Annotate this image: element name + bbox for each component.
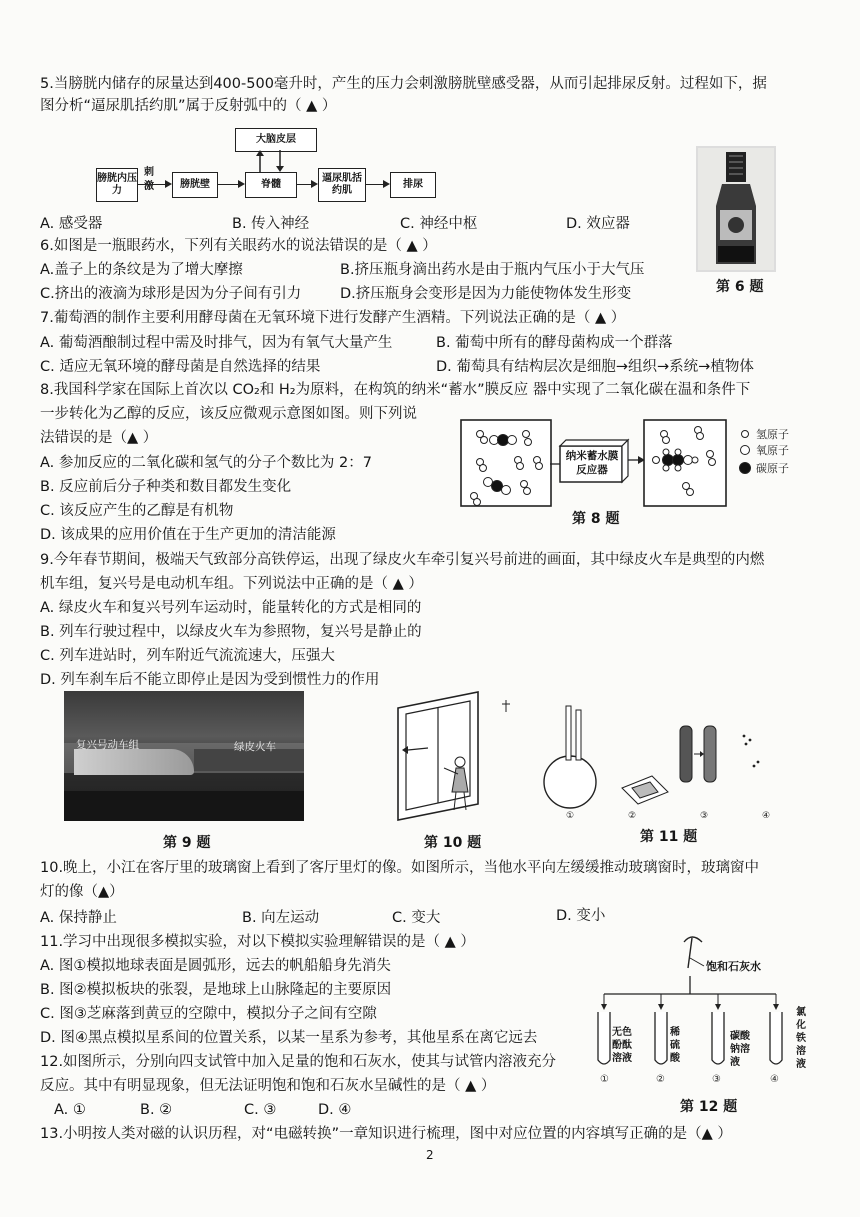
figure-num-3: ③ xyxy=(700,811,709,821)
q5-option-b: B. 传入神经 xyxy=(232,216,310,232)
arrow xyxy=(365,184,388,185)
figure-num-4: ④ xyxy=(762,811,771,821)
q11-option-c: C. 图③芝麻落到黄豆的空隙中，模拟分子之间有空隙 xyxy=(40,1006,377,1022)
q8-option-b: B. 反应前后分子种类和数目都发生变化 xyxy=(40,479,292,495)
spine-box: 脊髓 xyxy=(245,172,297,198)
q10-option-d: D. 变小 xyxy=(556,908,606,924)
q9-option-a: A. 绿皮火车和复兴号列车运动时，能量转化的方式是相同的 xyxy=(40,600,422,616)
q11-option-d: D. 图④黑点模拟星系间的位置关系，以某一星系为参考，其他星系在离它远去 xyxy=(40,1030,538,1046)
arrow xyxy=(296,184,316,185)
figure-num-1: ① xyxy=(566,811,575,821)
q13-stem: 13.小明按人类对磁的认识历程，对“电磁转换”一章知识进行梳理，图中对应位置的内容填写正确的是（▲ ） xyxy=(40,1126,732,1142)
legend-hydrogen: 氢原子 xyxy=(756,428,789,441)
pressure-box: 膀胱内压力 xyxy=(96,168,138,202)
q11-experiments-figure xyxy=(540,696,780,826)
q6-caption: 第 6 题 xyxy=(716,279,764,295)
reactor-label: 纳米蓄水膜反应器 xyxy=(565,450,619,476)
q9-option-b: B. 列车行驶过程中，以绿皮火车为参照物，复兴号是静止的 xyxy=(40,624,422,640)
photo-label-green-train: 绿皮火车 xyxy=(234,741,276,753)
q12-option-a: A. ① xyxy=(54,1102,86,1118)
tube-label-4: 氯化铁溶液 xyxy=(796,1007,806,1070)
q7-option-a: A. 葡萄酒酿制过程中需及时排气，因为有氧气大量产生 xyxy=(40,335,393,351)
photo-label-fuxing: 复兴号动车组 xyxy=(76,739,139,751)
q10-window-figure xyxy=(378,688,518,828)
stimulus-label: 刺激 xyxy=(144,167,154,192)
q7-option-c: C. 适应无氧环境的酵母菌是自然选择的结果 xyxy=(40,359,321,375)
q6-option-c: C.挤出的液滴为球形是因为分子间有引力 xyxy=(40,286,302,302)
q12-option-b: B. ② xyxy=(140,1102,173,1118)
tube-num-4: ④ xyxy=(770,1074,779,1085)
q11-option-a: A. 图①模拟地球表面是圆弧形，远去的帆船船身先消失 xyxy=(40,958,391,974)
q8-line3: 法错误的是（▲ ） xyxy=(40,430,158,446)
q7-option-b: B. 葡萄中所有的酵母菌构成一个群落 xyxy=(436,335,673,351)
q12-caption: 第 12 题 xyxy=(680,1099,738,1115)
q5-option-c: C. 神经中枢 xyxy=(400,216,478,232)
q6-option-b: B.挤压瓶身滴出药水是由于瓶内气压小于大气压 xyxy=(340,262,645,278)
urinate-box: 排尿 xyxy=(390,172,436,198)
q9-line2: 机车组，复兴号是电动机车组。下列说法中正确的是（ ▲ ） xyxy=(40,576,423,592)
q8-molecule-diagram xyxy=(460,416,830,510)
arrow xyxy=(137,184,170,185)
eye-drop-bottle-photo xyxy=(696,146,776,272)
q12-line1: 12.如图所示，分别向四支试管中加入足量的饱和石灰水，使其与试管内溶液充分 xyxy=(40,1054,557,1070)
legend-carbon: 碳原子 xyxy=(756,462,789,475)
q7-stem: 7.葡萄酒的制作主要利用酵母菌在无氧环境下进行发酵产生酒精。下列说法正确的是（ ▲ ） xyxy=(40,310,626,326)
q8-option-c: C. 该反应产生的乙醇是有机物 xyxy=(40,503,234,519)
spine-cortex-arrows xyxy=(250,150,290,174)
q12-test-tubes-figure xyxy=(590,932,820,1092)
q9-option-d: D. 列车刹车后不能立即停止是因为受到惯性力的作用 xyxy=(40,672,380,688)
cortex-box: 大脑皮层 xyxy=(235,128,317,152)
q10-line2: 灯的像（▲） xyxy=(40,884,124,900)
q9-option-c: C. 列车进站时，列车附近气流流速大，压强大 xyxy=(40,648,335,664)
q5-line2: 图分析“逼尿肌括约肌”属于反射弧中的（ ▲ ） xyxy=(40,98,337,114)
tube-label-1: 无色酚酞溶液 xyxy=(612,1027,632,1064)
page-number: 2 xyxy=(426,1148,434,1162)
q7-option-d: D. 葡萄具有结构层次是细胞→组织→系统→植物体 xyxy=(436,359,754,375)
q8-line1: 8.我国科学家在国际上首次以 CO₂和 H₂为原料，在构筑的纳米“蓄水”膜反应 器中实现了二氧化碳在温和条件下 xyxy=(40,382,751,398)
tube-label-2: 稀硫酸 xyxy=(670,1027,680,1064)
tube-label-3: 碳酸钠溶液 xyxy=(730,1031,750,1068)
q8-option-a: A. 参加反应的二氧化碳和氢气的分子个数比为 2：7 xyxy=(40,455,372,471)
q10-caption: 第 10 题 xyxy=(424,835,482,851)
q12-option-d: D. ④ xyxy=(318,1102,352,1118)
q10-line1: 10.晚上，小江在客厅里的玻璃窗上看到了客厅里灯的像。如图所示，当他水平向左缓缓推动玻璃窗时，玻璃窗中 xyxy=(40,860,760,876)
q8-line2: 一步转化为乙醇的反应，该反应微观示意图如图。则下列说 xyxy=(40,406,417,422)
bladder-wall-box: 膀胱壁 xyxy=(172,172,218,198)
dropper-label: 饱和石灰水 xyxy=(706,960,761,973)
arrow xyxy=(217,184,243,185)
q6-stem: 6.如图是一瓶眼药水，下列有关眼药水的说法错误的是（ ▲ ） xyxy=(40,238,437,254)
q5-option-d: D. 效应器 xyxy=(566,216,630,232)
q10-option-b: B. 向左运动 xyxy=(242,910,320,926)
legend-oxygen: 氧原子 xyxy=(756,444,789,457)
q11-caption: 第 11 题 xyxy=(640,829,698,845)
q9-train-photo xyxy=(64,691,304,821)
q6-option-d: D.挤压瓶身会变形是因为力能使物体发生形变 xyxy=(340,286,632,302)
tube-num-1: ① xyxy=(600,1074,609,1085)
q6-option-a: A.盖子上的条纹是为了增大摩擦 xyxy=(40,262,243,278)
q5-line1: 5.当膀胱内储存的尿量达到400-500毫升时，产生的压力会刺激膀胱壁感受器，从而引起排尿反射。过程如下，据 xyxy=(40,76,767,92)
q5-option-a: A. 感受器 xyxy=(40,216,103,232)
q8-option-d: D. 该成果的应用价值在于生产更加的清洁能源 xyxy=(40,527,336,543)
q9-line1: 9.今年春节期间，极端天气致部分高铁停运，出现了绿皮火车牵引复兴号前进的画面，其中绿皮火车是典型的内燃 xyxy=(40,552,765,568)
tube-num-3: ③ xyxy=(712,1074,721,1085)
q11-option-b: B. 图②模拟板块的张裂，是地球上山脉隆起的主要原因 xyxy=(40,982,392,998)
tube-num-2: ② xyxy=(656,1074,665,1085)
q10-option-a: A. 保持静止 xyxy=(40,910,117,926)
q11-stem: 11.学习中出现很多模拟实验，对以下模拟实验理解错误的是（ ▲ ） xyxy=(40,934,475,950)
q9-caption: 第 9 题 xyxy=(163,835,211,851)
muscle-box: 逼尿肌括约肌 xyxy=(318,168,366,202)
q8-caption: 第 8 题 xyxy=(572,511,620,527)
q10-option-c: C. 变大 xyxy=(392,910,441,926)
q12-option-c: C. ③ xyxy=(244,1102,277,1118)
figure-num-2: ② xyxy=(628,811,637,821)
q12-line2: 反应。其中有明显现象，但无法证明饱和饱和石灰水呈碱性的是（ ▲ ） xyxy=(40,1078,496,1094)
